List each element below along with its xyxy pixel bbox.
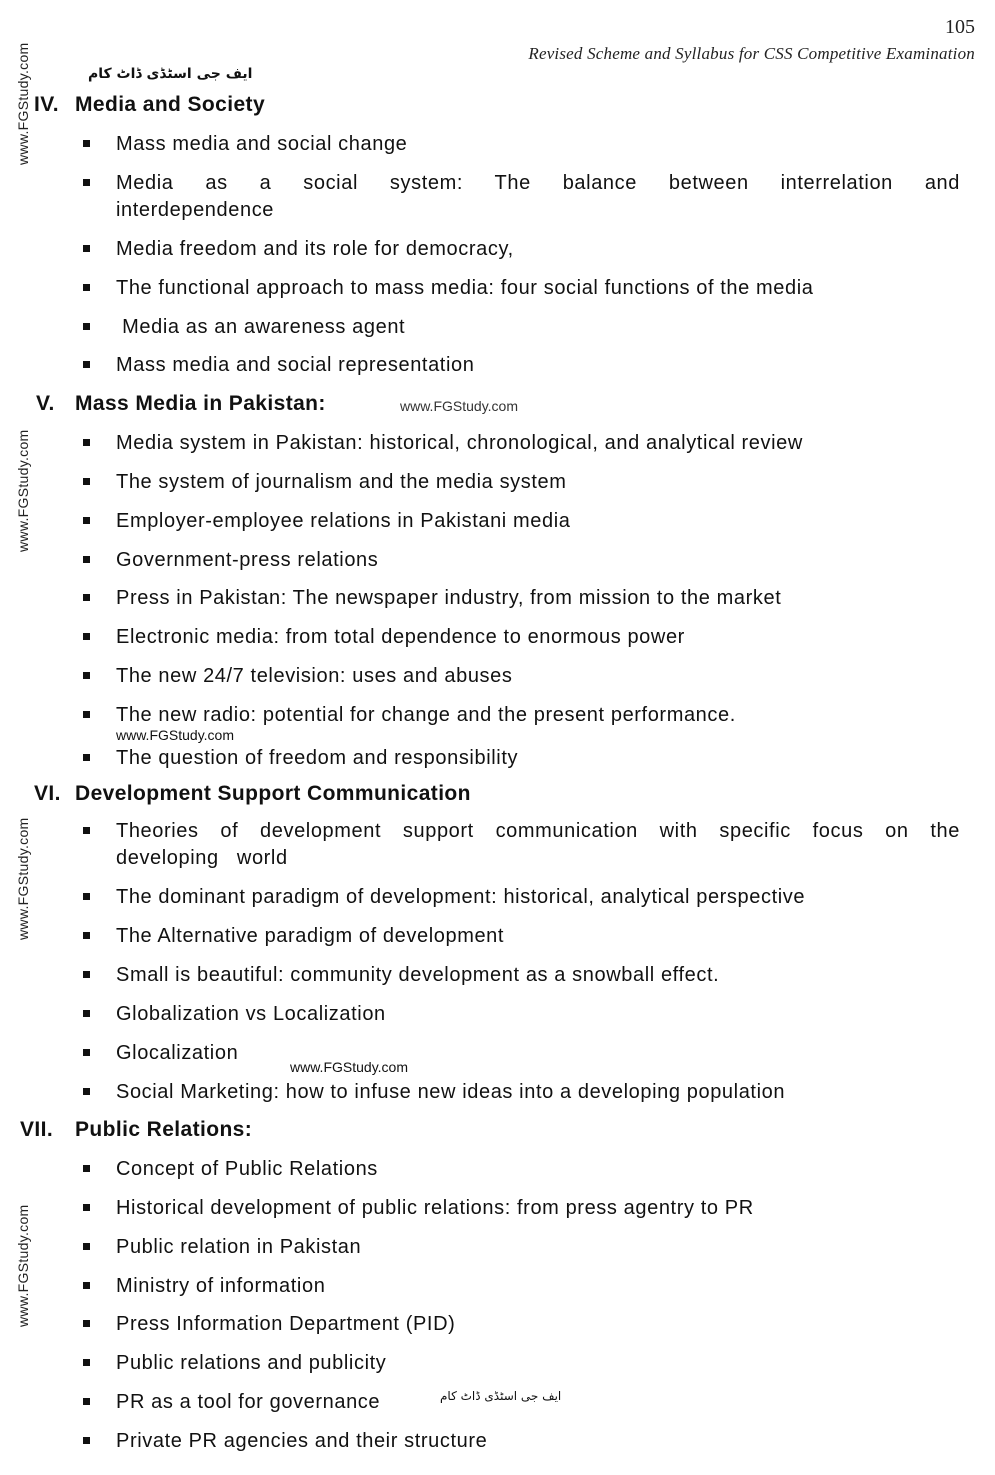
list-item — [80, 314, 960, 341]
list-item-text: Small is beautiful: community development as a snowball effect. — [116, 964, 720, 986]
list-item — [80, 745, 960, 772]
section-title: Development Support Communication — [75, 782, 471, 805]
list-item — [80, 1273, 960, 1300]
list-item-text: Employer-employee relations in Pakistani media — [116, 510, 571, 532]
list-item-text: Private PR agencies and their structure — [116, 1430, 488, 1452]
section-numeral: IV. — [34, 93, 59, 116]
list-item-text: Historical development of public relations: from press agentry to PR — [116, 1197, 754, 1219]
list-item — [80, 818, 960, 872]
list-item — [80, 663, 960, 690]
bullet-icon — [83, 1049, 90, 1056]
list-item-text: Mass media and social representation — [116, 354, 475, 376]
list-item-text: The dominant paradigm of development: historical, analytical perspective — [116, 886, 806, 908]
list-item — [80, 131, 960, 158]
list-item — [80, 884, 960, 911]
list-item-text: The new 24/7 television: uses and abuses — [116, 665, 513, 687]
list-item — [80, 624, 960, 651]
list-item — [80, 547, 960, 574]
bullet-icon — [83, 179, 90, 186]
bullet-icon — [83, 1010, 90, 1017]
list-item — [80, 508, 960, 535]
list-item — [80, 1389, 960, 1416]
list-item — [80, 962, 960, 989]
list-item — [80, 1156, 960, 1183]
inline-url-watermark: www.FGStudy.com — [400, 398, 518, 414]
bullet-icon — [83, 1437, 90, 1444]
section-title: Media and Society — [75, 93, 266, 116]
bullet-icon — [83, 478, 90, 485]
bullet-icon — [83, 1282, 90, 1289]
list-item-text: Globalization vs Localization — [116, 1003, 386, 1025]
list-item-text: Media as a social system: The balance between interrelation and interdependence — [116, 172, 960, 221]
list-item — [80, 1428, 960, 1455]
urdu-logo-watermark: ایف جی اسٹڈی ڈاٹ کام — [440, 1389, 562, 1403]
bullet-icon — [83, 672, 90, 679]
list-item-text: Concept of Public Relations — [116, 1158, 378, 1180]
bullet-icon — [83, 633, 90, 640]
list-item-text: Media system in Pakistan: historical, chronological, and analytical review — [116, 432, 803, 454]
list-item-text: The system of journalism and the media system — [116, 471, 567, 493]
inline-url-watermark: www.FGStudy.com — [116, 727, 234, 743]
bullet-icon — [83, 1165, 90, 1172]
bullet-icon — [83, 594, 90, 601]
list-item — [80, 469, 960, 496]
list-item — [80, 1079, 960, 1106]
list-item-text: Public relations and publicity — [116, 1352, 387, 1374]
section-numeral: V. — [36, 392, 55, 415]
list-item-text: The Alternative paradigm of development — [116, 925, 505, 947]
section-numeral: VII. — [20, 1118, 54, 1141]
inline-url-watermark: www.FGStudy.com — [290, 1059, 408, 1075]
list-item — [80, 275, 960, 302]
bullet-icon — [83, 140, 90, 147]
list-item — [80, 1350, 960, 1377]
bullet-icon — [83, 754, 90, 761]
list-item-text: Glocalization — [116, 1042, 239, 1064]
list-item-text: Press Information Department (PID) — [116, 1313, 456, 1335]
section-title: Public Relations: — [75, 1118, 253, 1141]
list-item-text: Government-press relations — [116, 549, 379, 571]
bullet-icon — [83, 284, 90, 291]
list-item — [80, 923, 960, 950]
list-item — [80, 585, 960, 612]
list-item — [80, 1195, 960, 1222]
list-item-text: The functional approach to mass media: four social functions of the media — [116, 277, 814, 299]
list-item-text: PR as a tool for governance — [116, 1391, 381, 1413]
side-url-watermark: www.FGStudy.com — [15, 1204, 31, 1327]
bullet-icon — [83, 932, 90, 939]
list-item-text: Mass media and social change — [116, 133, 408, 155]
bullet-icon — [83, 1359, 90, 1366]
list-item-text: The new radio: potential for change and the present performance. — [116, 704, 736, 726]
bullet-icon — [83, 1320, 90, 1327]
list-item — [80, 1040, 960, 1067]
list-item — [80, 702, 960, 729]
bullet-icon — [83, 1243, 90, 1250]
bullet-icon — [83, 556, 90, 563]
list-item — [80, 430, 960, 457]
list-item-text: The question of freedom and responsibility — [116, 747, 519, 769]
urdu-logo-watermark: ایف جی اسٹڈی ڈاٹ کام — [88, 66, 253, 82]
list-item-text: Media as an awareness agent — [116, 316, 406, 338]
section-numeral: VI. — [34, 782, 61, 805]
bullet-icon — [83, 245, 90, 252]
list-item-text: Ministry of information — [116, 1275, 326, 1297]
list-item-text: Electronic media: from total dependence to enormous power — [116, 626, 685, 648]
list-item-text: Public relation in Pakistan — [116, 1236, 362, 1258]
bullet-icon — [83, 323, 90, 330]
running-header-title: Revised Scheme and Syllabus for CSS Competitive Examination — [528, 44, 975, 63]
list-item — [80, 1311, 960, 1338]
bullet-icon — [83, 361, 90, 368]
list-item-text: Theories of development support communication with specific focus on the developing world — [116, 820, 960, 869]
list-item — [80, 1234, 960, 1261]
bullet-icon — [83, 517, 90, 524]
bullet-icon — [83, 1088, 90, 1095]
list-item-text: Media freedom and its role for democracy, — [116, 238, 514, 260]
side-url-watermark: www.FGStudy.com — [15, 42, 31, 165]
bullet-icon — [83, 1204, 90, 1211]
list-item — [80, 170, 960, 224]
bullet-icon — [83, 439, 90, 446]
list-item-text: Press in Pakistan: The newspaper industry, from mission to the market — [116, 587, 782, 609]
list-item — [80, 1001, 960, 1028]
bullet-icon — [83, 827, 90, 834]
list-item — [80, 236, 960, 263]
side-url-watermark: www.FGStudy.com — [15, 817, 31, 940]
side-url-watermark: www.FGStudy.com — [15, 429, 31, 552]
bullet-icon — [83, 971, 90, 978]
list-item — [80, 352, 960, 379]
bullet-icon — [83, 1398, 90, 1405]
list-item-text: Social Marketing: how to infuse new ideas into a developing population — [116, 1081, 786, 1103]
page-number: 105 — [945, 16, 975, 38]
bullet-icon — [83, 893, 90, 900]
section-title: Mass Media in Pakistan: — [75, 392, 326, 415]
bullet-icon — [83, 711, 90, 718]
